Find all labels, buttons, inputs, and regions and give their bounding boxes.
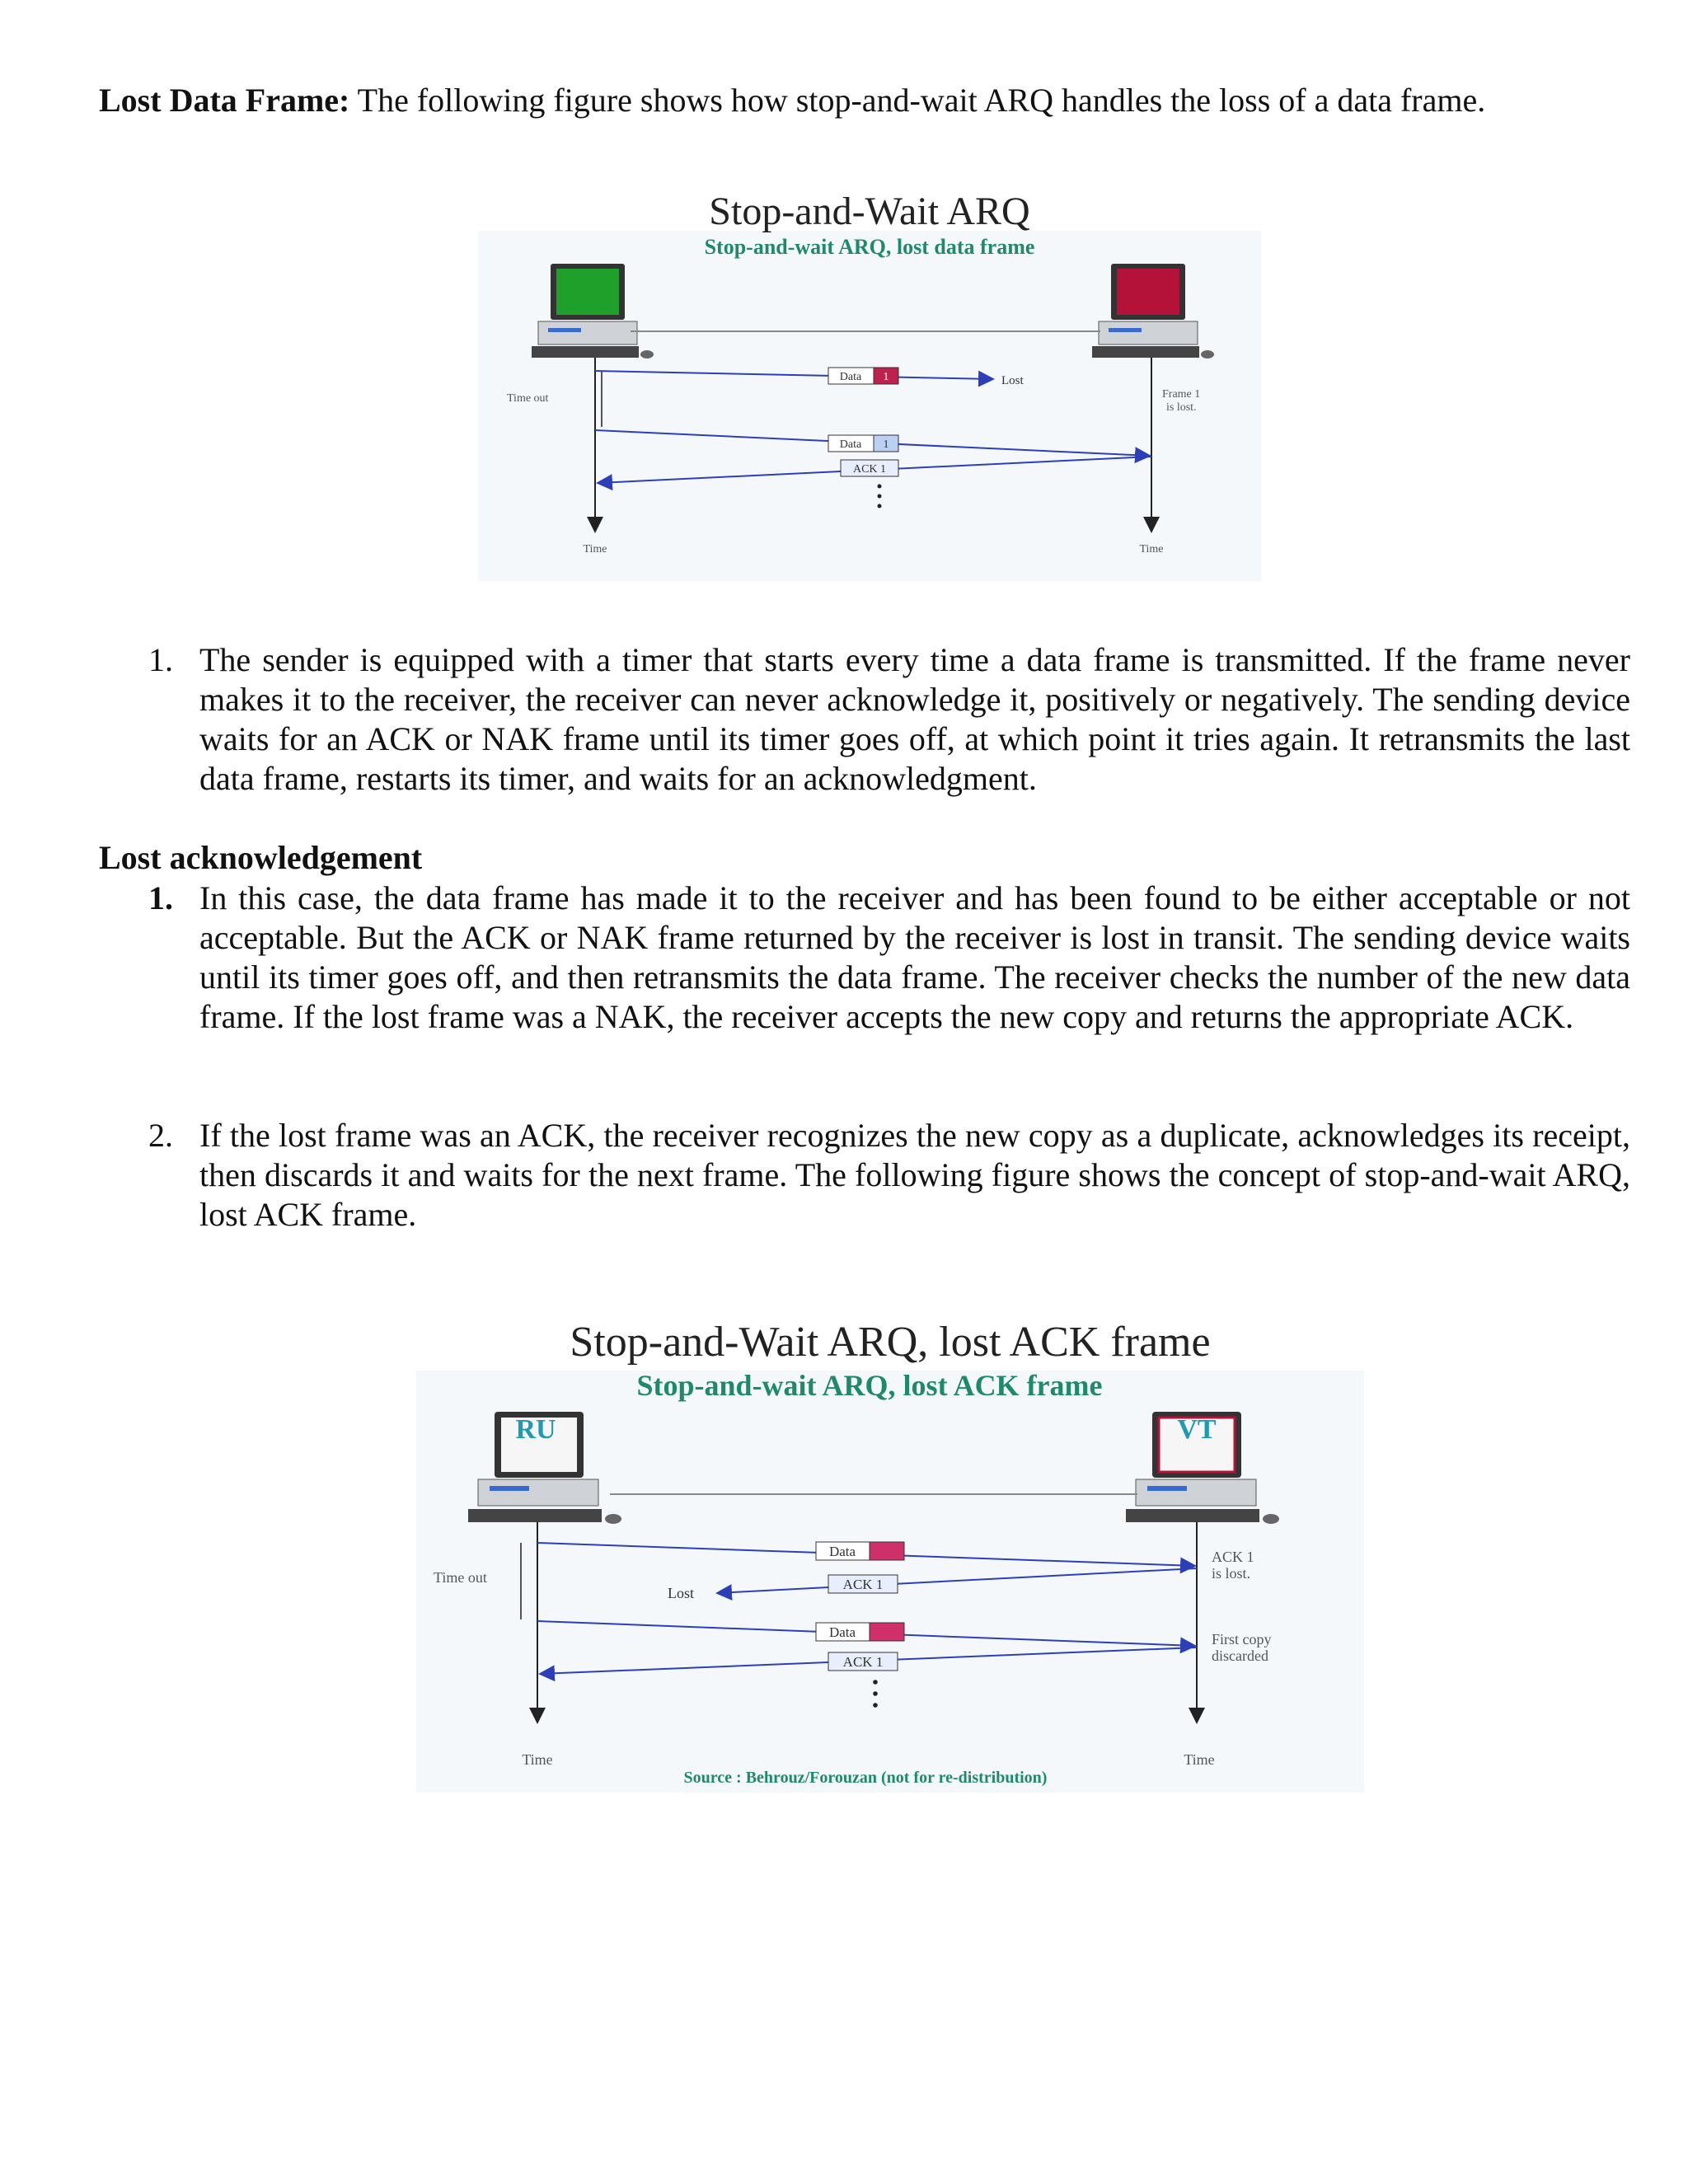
section-heading: Lost acknowledgement: [99, 839, 423, 876]
figure2-subtitle: Stop-and-wait ARQ, lost ACK frame: [636, 1369, 1103, 1402]
data-seq-box: [870, 1542, 904, 1560]
data2-seq-label: 1: [883, 438, 889, 451]
timeout-label: Time out: [434, 1569, 487, 1586]
intro-bold-label: Lost Data Frame:: [99, 82, 350, 119]
time-right-label: Time: [1184, 1751, 1215, 1768]
first-copy-label-1: First copy: [1212, 1631, 1272, 1647]
time-left-label: Time: [522, 1751, 553, 1768]
section2-item1-text: In this case, the data frame has made it to the receiver and has been found to be either acceptable or not acceptable. But the ACK or NAK frame returned by the receiver is lost in transit. The sending device waits until its timer goes off, and then retransmits the data frame. The receiver checks the number of the new data frame. If the lost frame was a NAK, the receiver accepts the new copy and returns the appropriate ACK.: [199, 879, 1630, 1035]
ack-label: ACK 1: [842, 1577, 884, 1592]
figure2-svg: [412, 1306, 1368, 1797]
figure1-subtitle: Stop-and-wait ARQ, lost data frame: [704, 235, 1035, 259]
section2-item2-number: 2.: [148, 1117, 173, 1154]
figure1-svg: [474, 181, 1265, 585]
figure-lost-data-frame: [474, 181, 1265, 585]
data-label: Data: [839, 371, 862, 383]
ack-label: ACK 1: [852, 463, 887, 476]
ack2-label: ACK 1: [842, 1654, 884, 1670]
timeout-label: Time out: [507, 392, 549, 405]
figure1-title: Stop-and-Wait ARQ: [709, 190, 1030, 233]
sender-screen-label: RU: [515, 1414, 556, 1445]
list1-item-number: 1.: [148, 641, 173, 678]
data2-seq-box: [870, 1623, 904, 1641]
data2-label: Data: [839, 438, 862, 451]
data2-label: Data: [828, 1624, 856, 1640]
time-left-label: Time: [583, 543, 607, 555]
frame-lost-label-2: is lost.: [1166, 401, 1197, 414]
receiver-screen-label: VT: [1177, 1414, 1217, 1445]
data-label: Data: [828, 1544, 856, 1559]
intro-paragraph: [99, 79, 1632, 122]
intro-text: The following figure shows how stop-and-wait ARQ handles the loss of a data frame.: [349, 82, 1486, 119]
lost-label: Lost: [668, 1585, 695, 1601]
time-right-label: Time: [1139, 543, 1164, 555]
figure2-title: Stop-and-Wait ARQ, lost ACK frame: [570, 1319, 1211, 1366]
ack-lost-label-2: is lost.: [1212, 1565, 1251, 1582]
first-copy-label-2: discarded: [1212, 1647, 1268, 1664]
data-seq-label: 1: [883, 371, 889, 383]
lost-label: Lost: [1001, 374, 1024, 387]
section2-item2-text: If the lost frame was an ACK, the receiver recognizes the new copy as a duplicate, acknowledges its receipt, then discards it and waits for the next frame. The following figure shows the concept of stop-and-wait ARQ, lost ACK frame.: [199, 1117, 1630, 1233]
section2-item1-number: 1.: [148, 879, 173, 916]
ack-lost-label-1: ACK 1: [1212, 1549, 1254, 1565]
source-label: Source : Behrouz/Forouzan (not for re-distribution): [683, 1769, 1048, 1787]
list1-item-text: The sender is equipped with a timer that starts every time a data frame is transmitted. If the frame never makes it to the receiver, the receiver can never acknowledge it, positively or negatively. The sending device waits for an ACK or NAK frame until its timer goes off, at which point it tries again. It retransmits the last data frame, restarts its timer, and waits for an acknowledgment.: [199, 641, 1630, 797]
figure-lost-ack-frame: [412, 1306, 1368, 1797]
frame-lost-label-1: Frame 1: [1162, 388, 1201, 401]
